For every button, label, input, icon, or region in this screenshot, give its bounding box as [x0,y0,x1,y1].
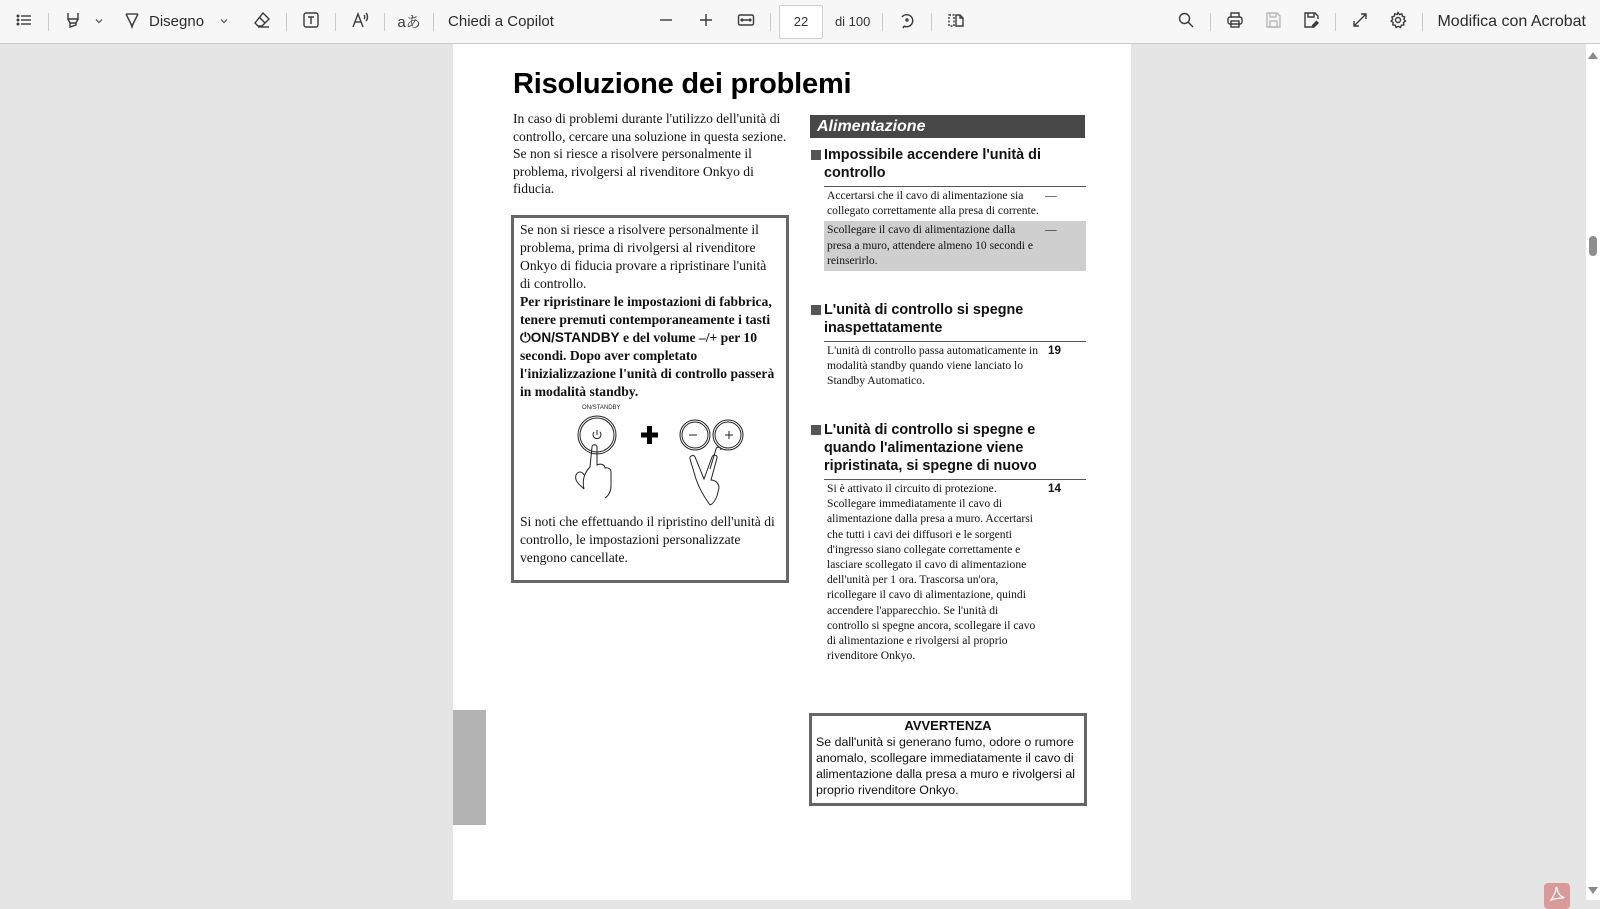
add-text-button[interactable] [295,6,327,38]
rotate-icon [898,11,916,33]
toolbar-divider [1210,13,1211,31]
erase-button[interactable] [246,6,278,38]
problem-heading-text: L'unità di controllo si spegne e quando l'alimentazione viene ripristinata, si spegne di nuovo [824,422,1037,474]
zoom-out-icon [657,11,675,33]
scroll-down-arrow-icon[interactable] [1588,887,1598,894]
reset-para-2-text-b: e del volume –/+ per 10 secondi. Dopo aver completato l'inizializzazione l'unità di controllo passerà in modalità standby. [520,330,775,399]
fullscreen-icon [1351,11,1369,33]
draw-options-dropdown[interactable] [214,6,234,38]
ask-copilot-label: Chiedi a Copilot [448,13,554,30]
solution-text: Si è attivato il circuito di protezione. Scollegare immediatamente il cavo di alimentazione dalla presa a muro. Accertarsi che tutti i cavi dei diffusori e le sorgenti d'ingresso siano collegate correttamente e lasciare scollegato il cavo di alimentazione dell'unità per 1 ora. Trascorsa un'ora, ricollegare il cavo di alimentazione, quindi accendere l'apparecchio. Se l'unità di controllo si spegne ancora, scollegare il cavo di alimentazione e rivolgersi al proprio rivenditore Onkyo. [827,482,1036,663]
highlight-options-dropdown[interactable] [89,6,109,38]
ask-copilot-button[interactable] [448,6,554,38]
save-icon [1264,11,1282,33]
page-total: di 100 [834,14,871,29]
solution-table [824,186,1086,271]
solution-text: L'unità di controllo passa automaticamente in modalità standby quando viene lanciato lo Standby Automatico. [827,344,1039,388]
table-row [824,187,1086,221]
toolbar-divider [286,13,287,31]
search-button[interactable] [1170,6,1202,38]
contents-list-icon [15,11,33,33]
fullscreen-button[interactable] [1344,6,1376,38]
page-ref: 19 [1048,344,1061,357]
translate-icon: aあ [397,14,421,31]
toolbar-divider [882,13,883,31]
print-button[interactable] [1219,6,1251,38]
reset-illustration [520,405,780,511]
solution-table [824,479,1086,666]
reset-para-1: Se non si riesce a risolvere personalmente il problema, prima di rivolgersi al rivenditore Onkyo di fiducia provare a ripristinare l'unità di controllo. [520,222,767,291]
print-icon [1226,11,1244,33]
save-button[interactable] [1257,6,1289,38]
page-title: Risoluzione dei problemi [513,68,852,100]
scrollbar-thumb[interactable] [1589,236,1597,256]
page-ref: 14 [1048,482,1061,495]
acrobat-logo-icon [1548,885,1566,908]
section-title: Alimentazione [810,115,1085,138]
toolbar-divider [1335,13,1336,31]
contents-list-button[interactable] [8,6,40,38]
read-aloud-button[interactable] [344,6,376,38]
page-view-button[interactable] [940,6,972,38]
reset-para-3: Si noti che effettuando il ripristino dell'unità di controllo, le impostazioni personalizzate vengono cancellate. [520,514,775,565]
problem-heading [811,146,1086,182]
bullet-square-icon [811,305,821,315]
table-row [824,221,1086,271]
problem-heading [811,301,1086,337]
draw-label: Disegno [149,13,205,30]
problem-heading-text: Impossibile accendere l'unità di controllo [824,147,1041,181]
text-box-icon [302,11,320,33]
table-row [824,480,1086,666]
acrobat-button[interactable] [1544,883,1570,909]
warning-text: Se dall'unità si generano fumo, odore o rumore anomalo, scollegare immediatamente il cavo di alimentazione dalla presa a muro e rivolgersi al proprio rivenditore Onkyo. [816,735,1075,797]
edit-with-acrobat-label: Modifica con Acrobat [1437,12,1586,30]
reset-para-2 [520,293,780,401]
rotate-button[interactable] [891,6,923,38]
toolbar-divider [384,13,385,31]
page-ref: — [1045,223,1057,237]
chevron-down-icon [219,13,229,30]
toolbar-divider [1422,13,1423,31]
reset-para-2-text-a: Per ripristinare le impostazioni di fabbrica, tenere premuti contemporaneamente i tasti [520,294,772,327]
page-ref: — [1045,189,1057,202]
solution-table [824,341,1086,392]
toolbar-divider [48,13,49,31]
scroll-up-arrow-icon[interactable] [1588,52,1598,59]
translate-button[interactable] [393,6,425,38]
toolbar-divider [335,13,336,31]
document-viewer[interactable] [0,44,1586,900]
save-as-icon [1302,11,1320,33]
eraser-icon [253,11,271,33]
solution-text: Accertarsi che il cavo di alimentazione sia collegato correttamente alla presa di corrente. [827,189,1039,218]
problem-heading-text: L'unità di controllo si spegne inaspettatamente [824,302,1024,336]
power-key-text: ON/STANDBY [530,330,620,345]
problem-heading [811,421,1086,475]
save-as-button[interactable] [1295,6,1327,38]
draw-pen-icon [123,11,141,33]
page-number-value: 22 [793,14,809,29]
zoom-in-button[interactable] [690,6,722,38]
toolbar-divider [931,13,932,31]
reset-instructions-box [511,215,789,583]
warning-title: AVVERTENZA [904,718,992,733]
table-row [824,342,1086,392]
bullet-square-icon [811,425,821,435]
edit-with-acrobat-button[interactable] [1437,6,1586,38]
button-press-illustration-icon [520,405,782,511]
draw-button[interactable] [123,6,204,38]
page-number-input[interactable] [779,5,823,39]
highlighter-icon [64,11,82,33]
read-aloud-icon [351,11,369,33]
intro-paragraph: In caso di problemi durante l'utilizzo dell'unità di controllo, cercare una soluzione in questa sezione. Se non si riesce a risolvere personalmente il problema, rivolgersi al rivenditore Onkyo di fiducia. [513,111,787,197]
fit-width-button[interactable] [730,6,762,38]
search-icon [1177,11,1195,33]
chevron-down-icon [94,13,104,30]
toolbar-divider [433,13,434,31]
vertical-scrollbar[interactable] [1586,44,1600,900]
highlight-button[interactable] [57,6,89,38]
zoom-out-button[interactable] [650,6,682,38]
thumbnail-panel-handle[interactable] [453,710,486,825]
warning-box [809,713,1087,806]
zoom-in-icon [697,11,715,33]
gear-icon [1389,11,1407,33]
fit-width-icon [737,11,755,33]
toolbar-divider [770,13,771,31]
pdf-toolbar [0,0,1600,44]
bullet-square-icon [811,150,821,160]
power-key-label: ⏻ON/STANDBY [520,330,620,345]
solution-text: Scollegare il cavo di alimentazione dalla presa a muro, attendere almeno 10 secondi e reinserirlo. [827,223,1034,267]
page-view-icon [947,11,965,33]
settings-button[interactable] [1382,6,1414,38]
illustration-label: ON/STANDBY [582,405,621,411]
